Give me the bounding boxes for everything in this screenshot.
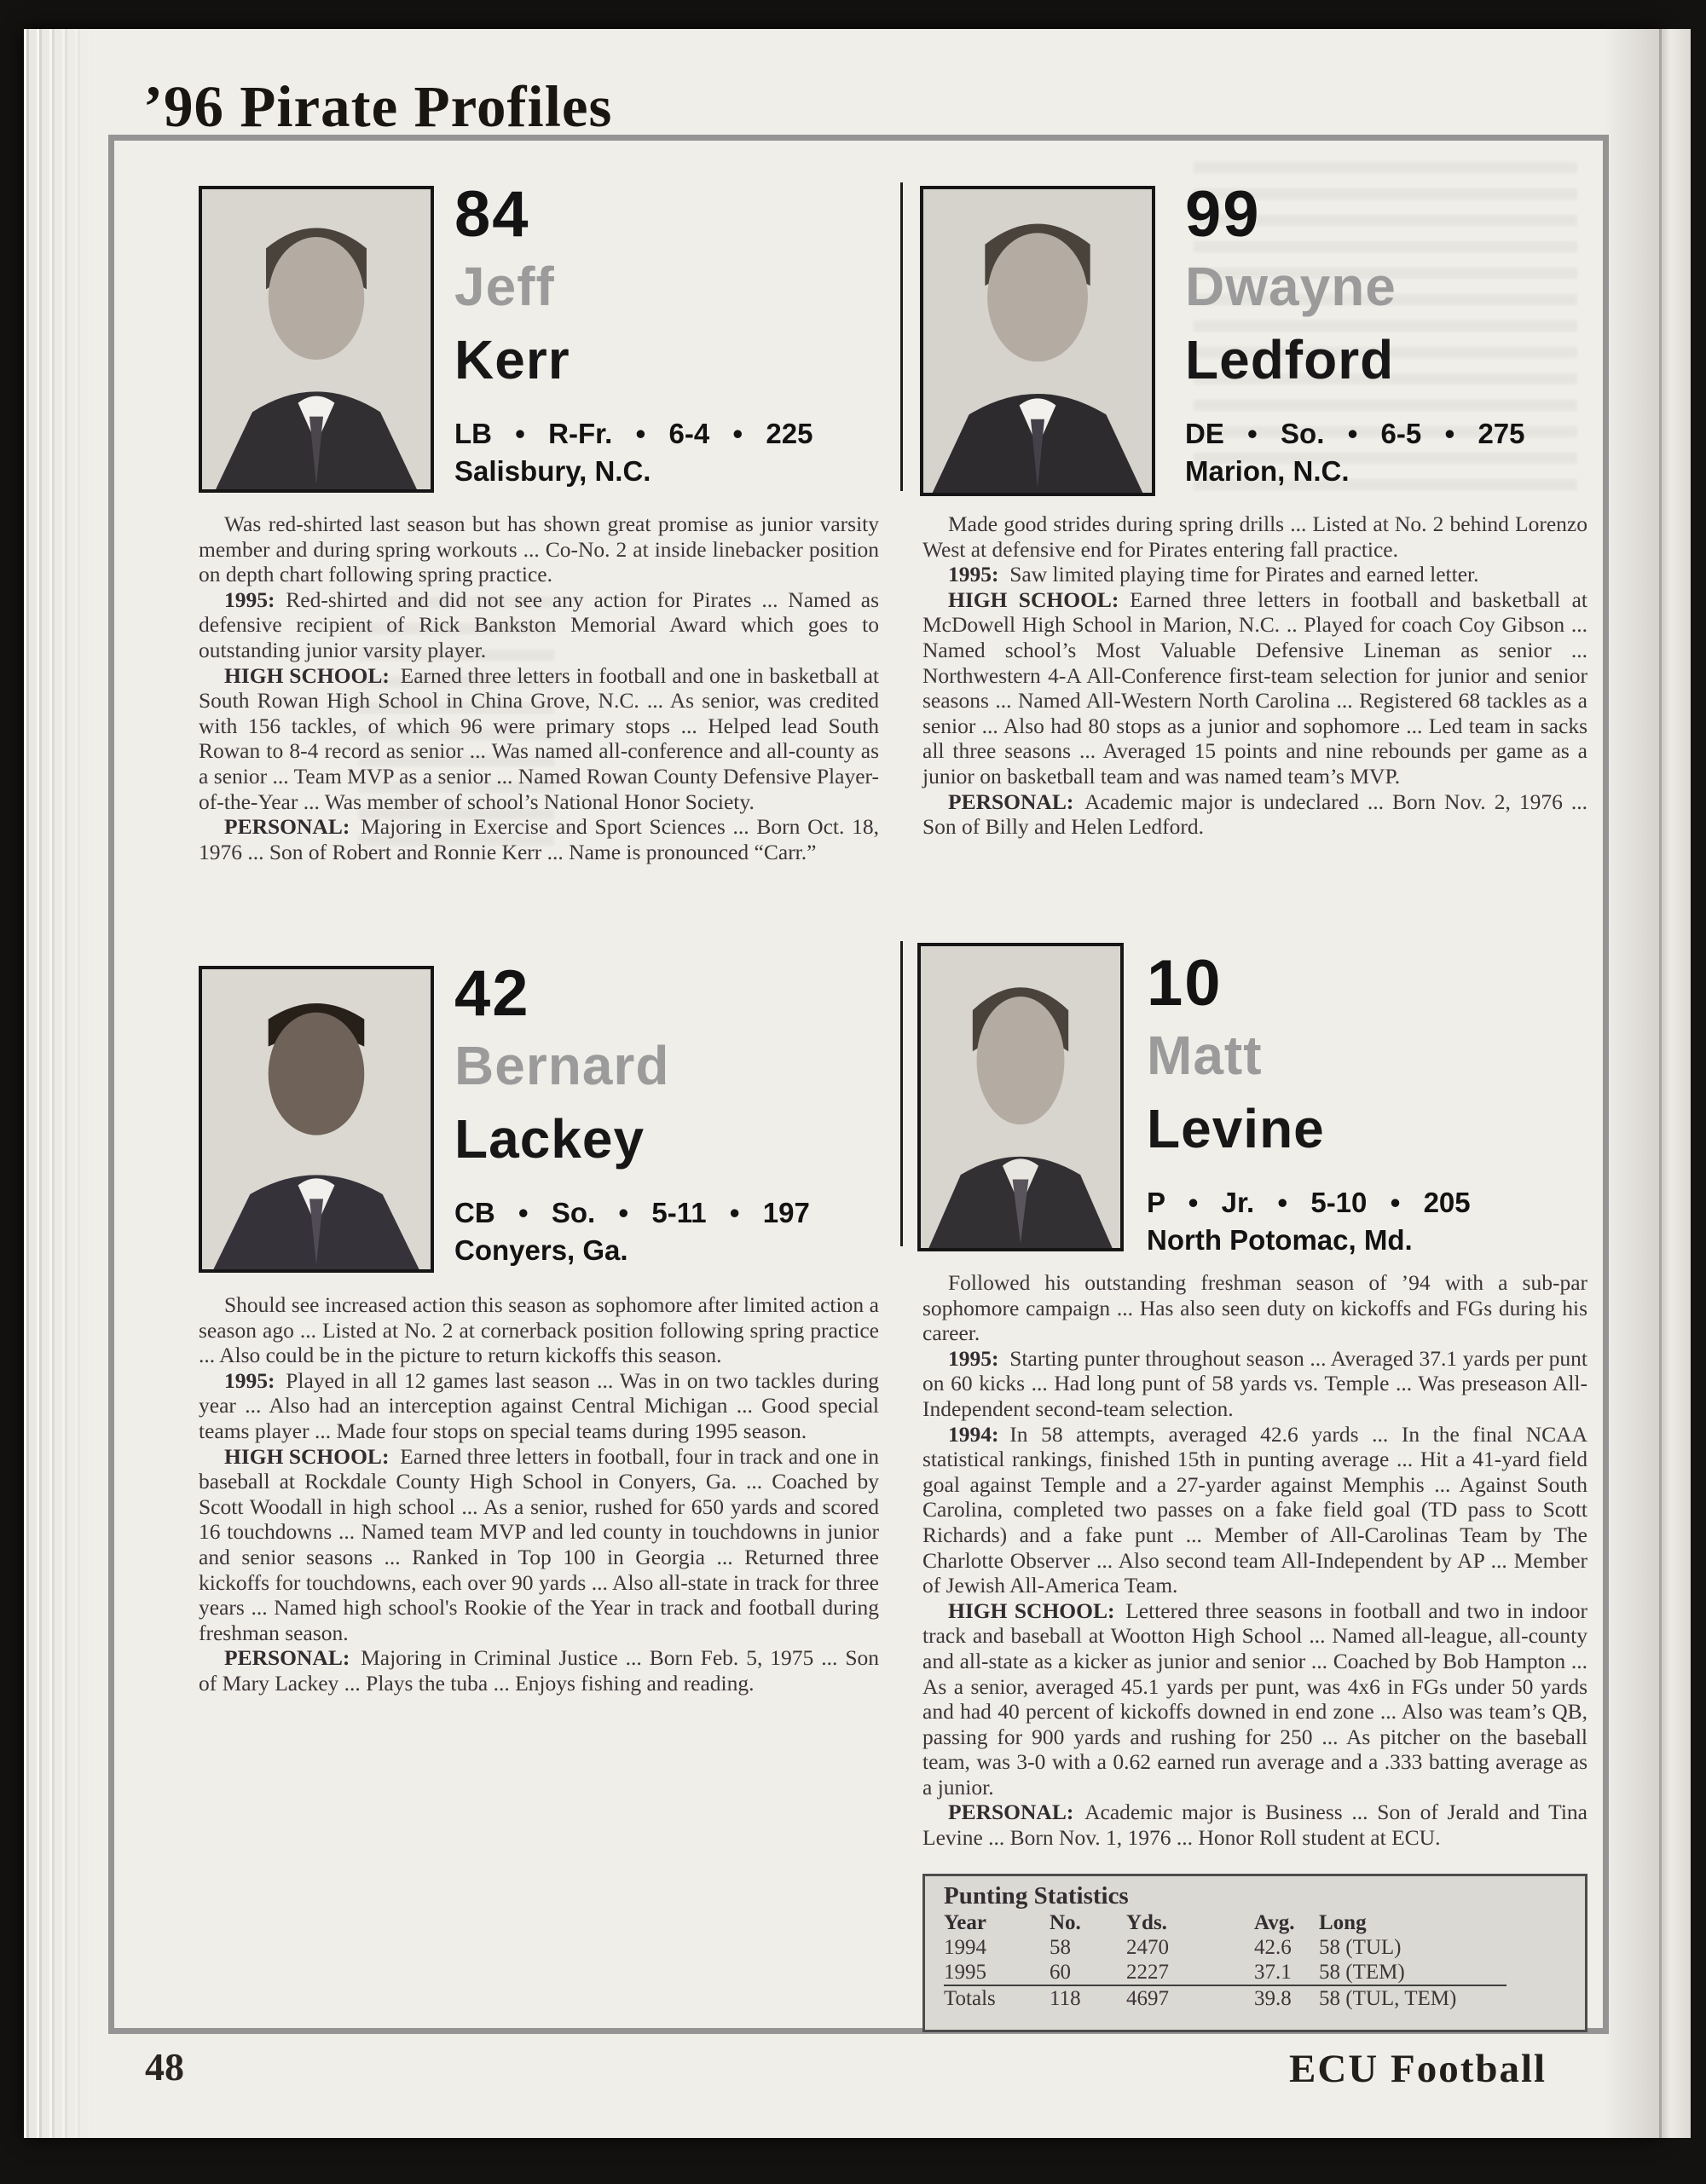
page-number: 48 <box>145 2045 184 2089</box>
column-divider-rule <box>900 941 903 1246</box>
profile-paragraph: PERSONAL: Majoring in Criminal Justice ... Born Feb. 5, 1975 ... Son of Mary Lackey ... Plays the tuba ... Enjoys fishing and reading. <box>199 1645 879 1696</box>
stats-cell: 58 (TEM) <box>1319 1961 1405 1984</box>
player-first-name: Dwayne <box>1185 256 1397 317</box>
jersey-number: 99 <box>1185 178 1261 251</box>
profile-paragraph: PERSONAL: Majoring in Exercise and Sport Sciences ... Born Oct. 18, 1976 ... Son of Robert and Ronnie Kerr ... Name is pronounced “Carr.” <box>199 814 879 864</box>
stats-cell: 42.6 <box>1254 1936 1292 1959</box>
profile-paragraph: 1995: Saw limited playing time for Pirates and earned letter. <box>948 562 1479 587</box>
stats-total-cell: 39.8 <box>1254 1985 1319 2011</box>
stats-column-header: Year <box>944 1911 986 1934</box>
stats-total-cell: Totals <box>944 1985 1050 2011</box>
stats-row <box>944 1960 1506 1985</box>
position-line: P • Jr. • 5-10 • 205 <box>1147 1187 1471 1218</box>
player-profile <box>920 178 1587 924</box>
jersey-number: 10 <box>1147 947 1223 1020</box>
stats-column-header: Long <box>1319 1911 1367 1934</box>
profile-paragraph: 1995: Starting punter throughout season ... Averaged 37.1 yards per punt on 60 kicks ... Had long punt of 58 yards vs. Temple ... Was preseason All-Independent second-team selection. <box>922 1345 1587 1421</box>
profile-paragraph: PERSONAL: Academic major is Business ... Son of Jerald and Tina Levine ... Born Nov. 1, 1976 ... Honor Roll student at ECU. <box>922 1800 1587 1851</box>
stats-cell: 2470 <box>1126 1936 1169 1959</box>
stats-cell: 58 (TUL) <box>1319 1936 1402 1959</box>
player-first-name: Jeff <box>454 256 555 317</box>
hometown: Salisbury, N.C. <box>454 455 651 487</box>
player-last-name: Kerr <box>454 329 570 390</box>
player-photo <box>917 943 1124 1251</box>
stats-cell: 58 <box>1050 1936 1071 1959</box>
player-profile <box>917 941 1587 1879</box>
player-last-name: Lackey <box>454 1108 645 1170</box>
stats-total-cell: 4697 <box>1126 1985 1254 2011</box>
footer-brand: ECU Football <box>1289 2047 1547 2091</box>
profile-bio-text <box>922 1270 1587 1851</box>
stats-column-header: Yds. <box>1126 1911 1167 1934</box>
profile-paragraph: Was red-shirted last season but has shown great promise as junior varsity member and during spring workouts ... Co-No. 2 at inside linebacker position on depth chart following spring practice. <box>199 511 879 587</box>
punting-stats-box <box>922 1874 1587 2032</box>
hometown: North Potomac, Md. <box>1147 1224 1413 1256</box>
profile-bio-text <box>199 511 879 864</box>
next-page-edge <box>1659 29 1691 2138</box>
position-line: LB • R-Fr. • 6-4 • 225 <box>454 418 813 449</box>
page-title: ’96 Pirate Profiles <box>143 74 613 139</box>
player-profile <box>199 957 879 1780</box>
player-photo <box>199 966 434 1273</box>
profile-paragraph: Followed his outstanding freshman season of ’94 with a sub-par sophomore campaign ... Has also seen duty on kickoffs and FGs during his career. <box>922 1270 1587 1346</box>
stats-total-cell: 118 <box>1050 1985 1126 2011</box>
position-line: CB • So. • 5-11 • 197 <box>454 1197 810 1228</box>
profile-paragraph: HIGH SCHOOL: Earned three letters in football and one in basketball at South Rowan High School in China Grove, N.C. ... As senior, was credited with 156 tackles, of which 96 were primary stops ... Helped lead South Rowan to 8-4 record as senior ... Was named all-conference and all-county as a senior ... Team MVP as a senior ... Named Rowan County Defensive Player-of-the-Year ... Was member of school’s National Honor Society. <box>199 662 879 814</box>
profile-paragraph: HIGH SCHOOL: Lettered three seasons in football and two in indoor track and baseball at Wootton High School ... Named all-league, all-county and all-state as a kicker as junior and senior ... Coached by Bob Hampton ... As a senior, averaged 45.1 yards per punt, was 4x6 in FGs under 50 yards and had 40 percent of kickoffs downed in end zone ... Also was team’s QB, passing for 900 yards and rushing for 250 ... As pitcher on the baseball team, was 3-0 with a 0.62 earned run average and a .333 batting average as a junior. <box>922 1598 1587 1800</box>
profile-paragraph: Should see increased action this season as sophomore after limited action a season ago ... Listed at No. 2 at cornerback position following spring practice ... Also could be in the picture to return kickoffs this season. <box>199 1292 879 1368</box>
page-stack-edge-left <box>24 29 99 2138</box>
hometown: Marion, N.C. <box>1185 455 1350 487</box>
stats-cell: 1995 <box>944 1961 986 1984</box>
stats-column-header: Avg. <box>1254 1911 1295 1934</box>
profile-paragraph: Made good strides during spring drills ... Listed at No. 2 behind Lorenzo West at defensive end for Pirates entering fall practice. <box>922 511 1587 562</box>
hometown: Conyers, Ga. <box>454 1234 628 1266</box>
player-first-name: Bernard <box>454 1035 670 1096</box>
player-profile <box>199 178 879 924</box>
position-line: DE • So. • 6-5 • 275 <box>1185 418 1525 449</box>
profile-paragraph: HIGH SCHOOL: Earned three letters in football, four in track and one in baseball at Rockdale County High School in Conyers, Ga. ... Coached by Scott Woodall in high school ... As a senior, rushed for 650 yards and scored 16 touchdowns ... Named team MVP and led county in touchdowns in junior and senior seasons ... Ranked in Top 100 in Georgia ... Returned three kickoffs for touchdowns, each over 90 yards ... Also all-state in track for three years ... Named high school's Rookie of the Year in track and football during freshman season. <box>199 1443 879 1645</box>
player-last-name: Ledford <box>1185 329 1395 390</box>
stats-row <box>944 1935 1506 1960</box>
player-last-name: Levine <box>1147 1098 1325 1159</box>
jersey-number: 42 <box>454 957 530 1030</box>
stats-total-cell: 58 (TUL, TEM) <box>1319 1985 1506 2011</box>
column-divider-rule <box>900 182 903 491</box>
stats-cell: 60 <box>1050 1961 1071 1984</box>
stats-column-header: No. <box>1050 1911 1081 1934</box>
player-photo <box>920 186 1155 496</box>
stats-cell: 37.1 <box>1254 1961 1292 1984</box>
punting-stats-table <box>944 1910 1506 2011</box>
profile-paragraph: 1995: Red-shirted and did not see any action for Pirates ... Named as defensive recipient of Rick Bankston Memorial Award which goes to outstanding junior varsity player. <box>199 586 879 662</box>
player-photo <box>199 186 434 493</box>
punting-stats-title: Punting Statistics <box>944 1882 1129 1910</box>
stats-cell: 2227 <box>1126 1961 1169 1984</box>
profile-bio-text <box>922 511 1587 840</box>
profile-bio-text <box>199 1292 879 1696</box>
profile-paragraph: 1994: In 58 attempts, averaged 42.6 yards ... In the final NCAA statistical rankings, finished 15th in punting average ... Hit a 41-yard field goal against Temple and a 27-yarder against Memphis ... Against South Carolina, completed two passes on a fake field goal (TD pass to Scott Richards) and a fake punt ... Member of All-Carolinas Team by The Charlotte Observer ... Also second team All-Independent by AP ... Member of Jewish All-America Team. <box>922 1421 1587 1598</box>
profile-paragraph: PERSONAL: Academic major is undeclared ... Born Nov. 2, 1976 ... Son of Billy and Helen Ledford. <box>922 789 1587 840</box>
profile-paragraph: HIGH SCHOOL: Earned three letters in football and basketball at McDowell High School in Marion, N.C. .. Played for coach Coy Gibson ... Named school’s Most Valuable Defensive Lineman as senior ... Northwestern 4-A All-Conference first-team selection for junior and senior seasons ... Named All-Western North Carolina ... Registered 68 tackles as a senior ... Also had 80 stops as a junior and sophomore ... Led team in sacks all three seasons ... Averaged 15 points and nine rebounds per game as a junior on basketball team and was named team’s MVP. <box>922 586 1587 789</box>
stats-cell: 1994 <box>944 1936 986 1959</box>
profile-paragraph: 1995: Played in all 12 games last season ... Was in on two tackles during year ... Also had an interception against Central Michigan ... Good special teams player ... Made four stops on special teams during 1995 season. <box>199 1367 879 1443</box>
jersey-number: 84 <box>454 178 530 251</box>
player-first-name: Matt <box>1147 1025 1263 1086</box>
